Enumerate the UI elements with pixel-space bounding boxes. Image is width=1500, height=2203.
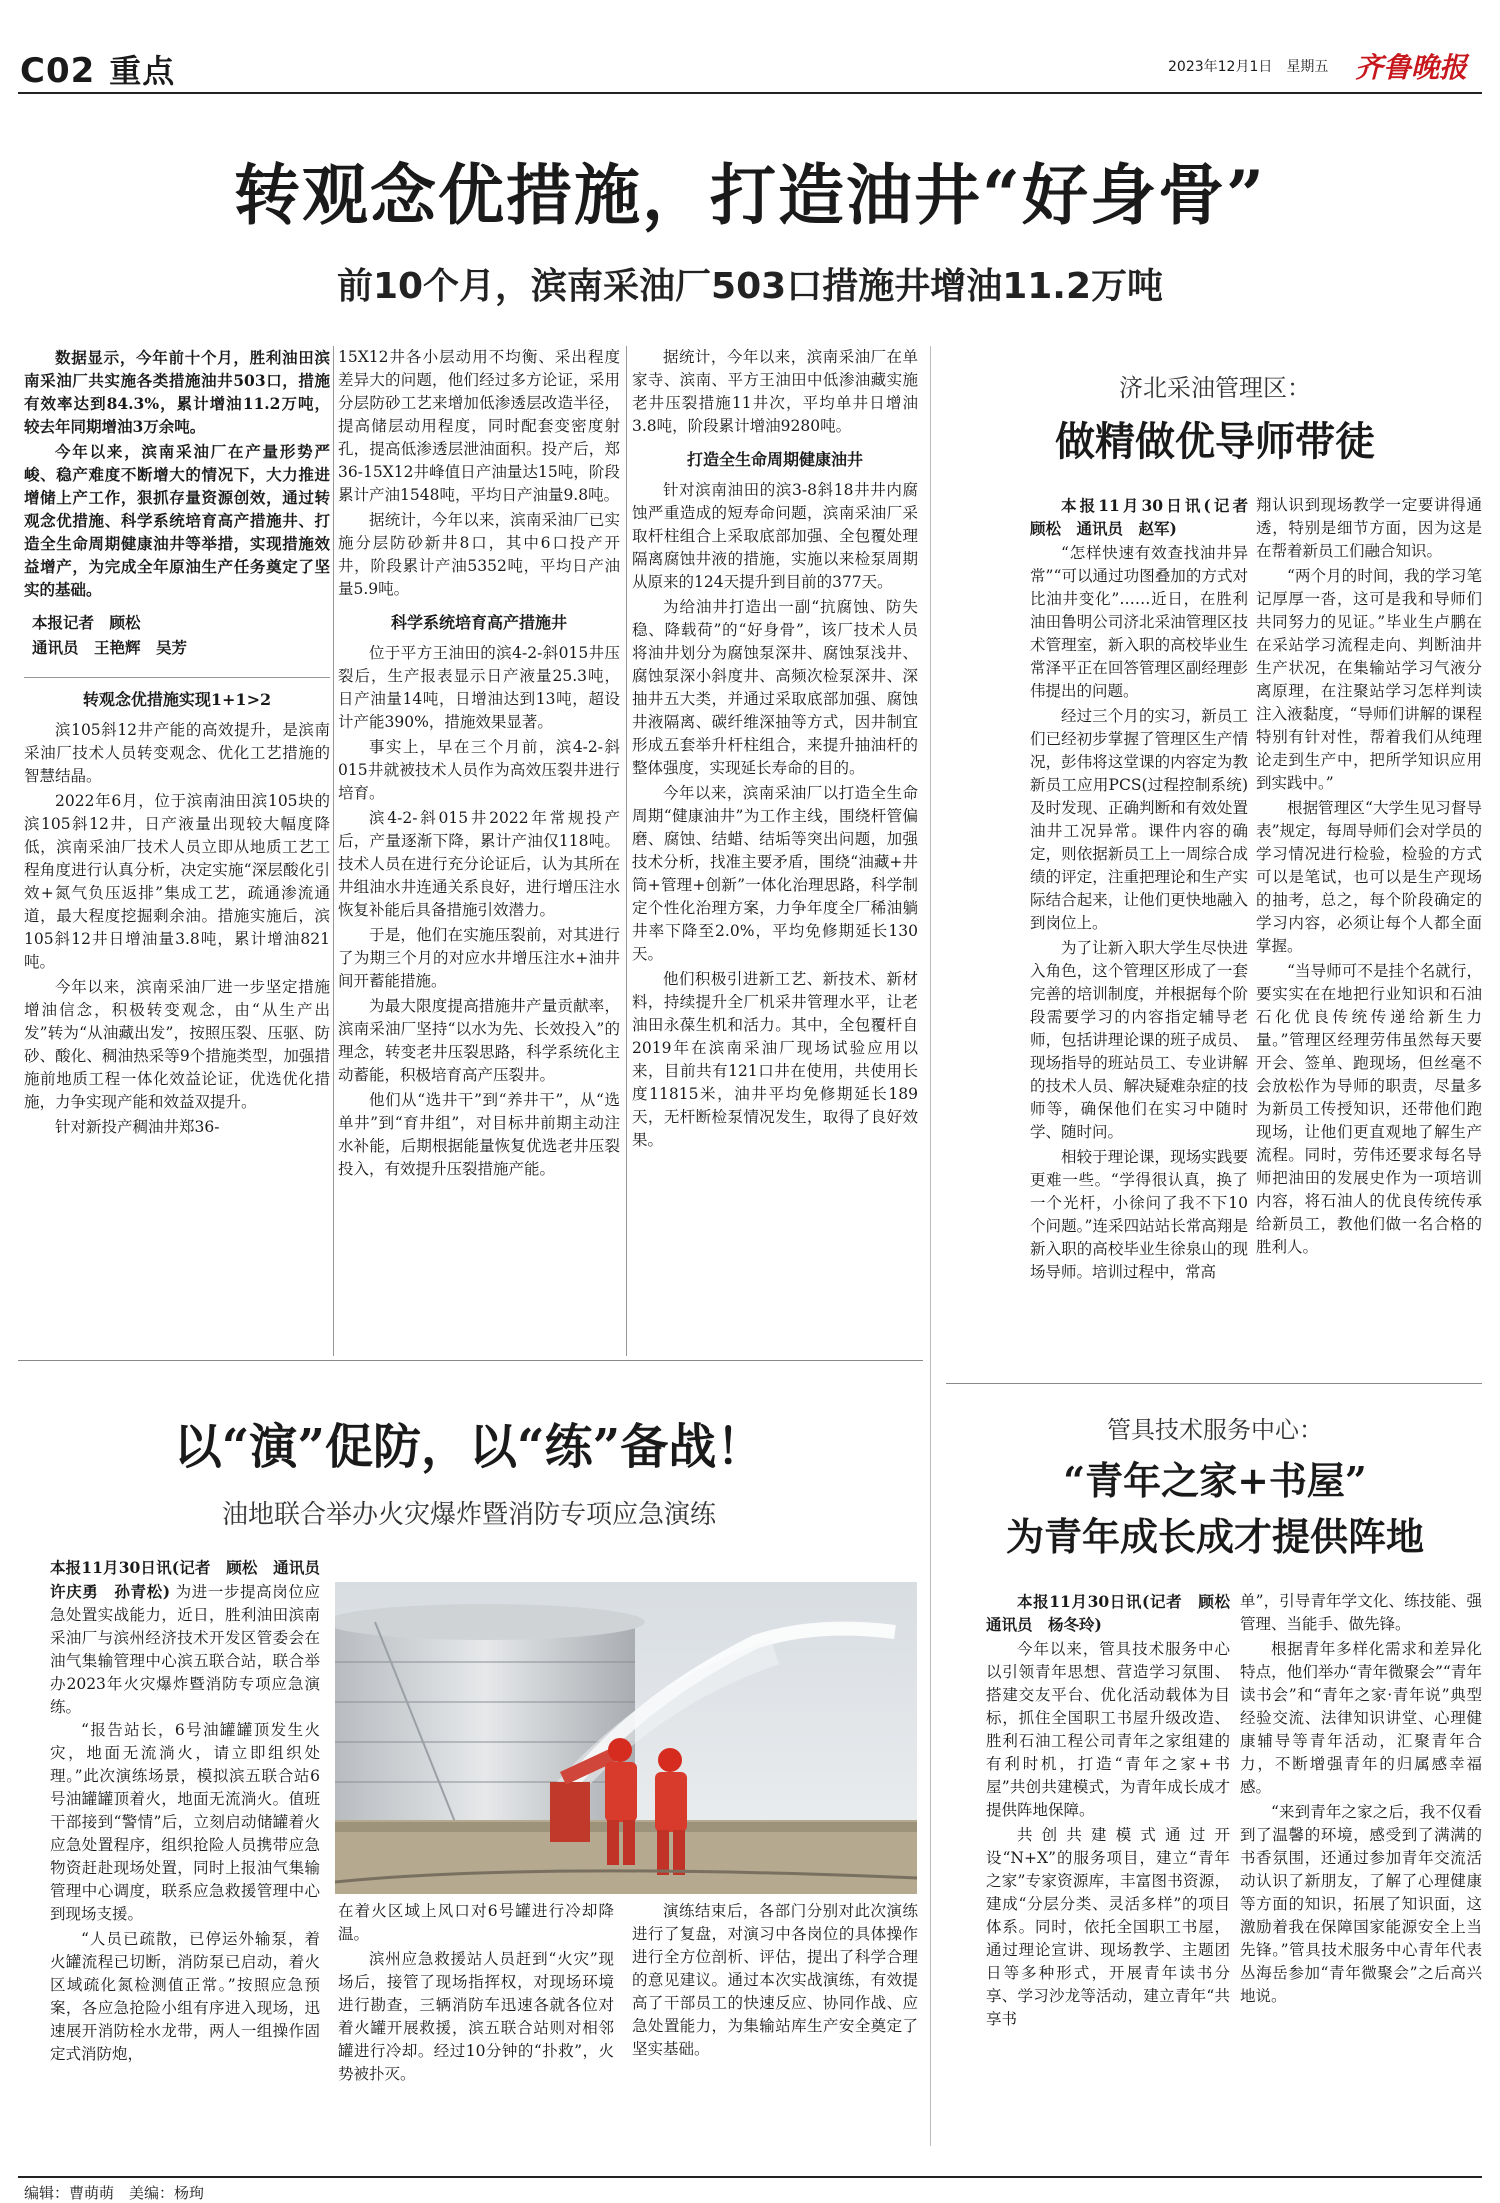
- paragraph: “怎样快速有效查找油井异常”“可以通过功图叠加的方式对比油井变化”……近日，在胜利油田鲁明公司济北采油管理区技术管理室，新入职的高校毕业生常泽平正在回答管理区副经理彭伟提出的问题。: [1030, 544, 1248, 700]
- subhead-2: 科学系统培育高产措施井: [390, 613, 567, 632]
- paper-logo: 齐鲁晚报: [1355, 51, 1468, 84]
- paragraph: 2022年6月，位于滨南油田滨105块的滨105斜12井，日产液量出现较大幅度降低，滨南采油厂技术人员立即从地质工艺工程角度进行认真分析，决定实施“深层酸化引效+氮气负压返排”集成工艺，疏通渗流通道，最大程度挖掘剩余油。措施实施后，滨105斜12井日增油量3.8吨，累计增油821吨。: [24, 792, 330, 971]
- youth-kicker: 管具技术服务中心：: [1107, 1416, 1323, 1444]
- jibei-kicker: 济北采油管理区：: [1119, 374, 1311, 402]
- paragraph: 滨州应急救援站人员赶到“火灾”现场后，接管了现场指挥权，对现场环境进行勘查，三辆消防车迅速各就各位对着火罐开展救援，滨五联合站则对相邻罐进行冷却。经过10分钟的“扑救”，火势被扑灭。: [338, 1950, 614, 2083]
- section-name: 重点: [109, 52, 176, 90]
- paragraph: 为最大限度提高措施井产量贡献率，滨南采油厂坚持“以水为先、长效投入”的理念，转变老井压裂思路，科学系统化主动蓄能，积极培育高产压裂井。: [338, 997, 620, 1084]
- page-number: [20, 46, 175, 92]
- drill-photo: [335, 1582, 917, 1894]
- main-col-1: [24, 346, 330, 1361]
- paragraph: 演练结束后，各部门分别对此次演练进行了复盘，对演习中各岗位的具体操作进行全方位剖析、评估，提出了科学合理的意见建议。通过本次实战演练，有效提高了干部员工的快速反应、协同作战、应急处置能力，为集输站库生产安全奠定了坚实基础。: [632, 1902, 918, 2058]
- right-section-rule: [930, 346, 931, 2146]
- paragraph: 翔认识到现场教学一定要讲得通透，特别是细节方面，因为这是在帮着新员工们融合知识。: [1256, 496, 1482, 560]
- paragraph: 为进一步提高岗位应急处置实战能力，近日，胜利油田滨南采油厂与滨州经济技术开发区管委会在油气集输管理中心滨五联合站，联合举办2023年火灾爆炸暨消防专项应急演练。: [50, 1583, 320, 1716]
- page-no: C02: [20, 51, 96, 91]
- paragraph: 事实上，早在三个月前，滨4-2-斜015井就被技术人员作为高效压裂井进行培育。: [338, 738, 620, 802]
- youth-dateline: 本报11月30日讯(记者 顾松 通讯员 杨冬玲): [986, 1592, 1230, 1634]
- paragraph: 单”，引导青年学文化、练技能、强管理、当能手、做先锋。: [1240, 1592, 1482, 1633]
- paragraph: 今年以来，滨南采油厂进一步坚定措施增油信念，积极转变观念，由“从生产出发”转为“从油藏出发”，按照压裂、压驱、防砂、酸化、稠油热采等9个措施类型，加强措施前地质工程一体化效益论证，优选优化措施，力争实现产能和效益双提升。: [24, 978, 330, 1111]
- youth-title-line1: “青年之家+书屋”: [1063, 1458, 1367, 1503]
- paragraph: 今年以来，滨南采油厂以打造全生命周期“健康油井”为工作主线，围绕杆管偏磨、腐蚀、结蜡、结垢等突出问题，加强技术分析，找准主要矛盾，围绕“油藏+井筒+管理+创新”一体化治理思路，科学制定个性化治理方案，力争年度全厂稀油躺井率下降至2.0%，平均免修期延长130天。: [632, 784, 918, 963]
- paragraph: 据统计，今年以来，滨南采油厂在单家寺、滨南、平方王油田中低渗油藏实施老井压裂措施11井次，平均单井日增油3.8吨，阶段累计增油9280吨。: [632, 348, 918, 435]
- paragraph: “两个月的时间，我的学习笔记厚厚一沓，这可是我和导师们共同努力的见证。”毕业生卢鹏在在采站学习流程走向、判断油井生产状况，在集输站学习气液分离原理，在注聚站学习怎样判读注入液黏度，“导师们讲解的课程特别有针对性，帮着我们从纯理论走到生产中，把所学知识应用到实践中。”: [1256, 567, 1482, 792]
- paragraph: 为给油井打造出一副“抗腐蚀、防失稳、降载荷”的“好身骨”，该厂技术人员将油井划分为腐蚀泵深井、腐蚀泵浅井、腐蚀泵深小斜度井、高频次检泵深井、深抽井五大类，并通过采取底部加强、腐蚀井液隔离、碳纤维深抽等方式，因井制宜形成五套举升杆柱组合，来提升抽油杆的整体强度，实现延长寿命的目的。: [632, 598, 918, 777]
- main-subtitle: 前10个月，滨南采油厂503口措施井增油11.2万吨: [336, 266, 1164, 307]
- paragraph: 今年以来，管具技术服务中心以引领青年思想、营造学习氛围、搭建交友平台、优化活动载体为目标，抓住全国职工书屋升级改造、胜利石油工程公司青年之家组建的有利时机，打造“青年之家+书屋”共创共建模式，为青年成长成才提供阵地保障。: [986, 1640, 1230, 1819]
- main-col-2: [338, 346, 620, 1361]
- paragraph: 他们积极引进新工艺、新技术、新材料，持续提升全厂机采井管理水平，让老油田永葆生机和活力。其中，全包覆杆自2019年在滨南采油厂现场试验应用以来，目前共有121口井在使用，共使用长度11815米，油井平均免修期延长189天，无杆断检泵情况发生，取得了良好效果。: [632, 970, 918, 1149]
- footer-rule: [18, 2176, 1482, 2178]
- youth-col-2: [1240, 1590, 1482, 2176]
- youth-col-1: [986, 1590, 1230, 2176]
- column-rule: [333, 346, 334, 1356]
- drill-col-1: [50, 1556, 320, 2176]
- byline-correspondent: 通讯员 王艳辉 吴芳: [32, 638, 188, 657]
- paragraph: 为了让新入职大学生尽快进入角色，这个管理区形成了一套完善的培训制度，并根据每个阶段需要学习的内容指定辅导老师，包括讲理论课的班子成员、现场指导的班站员工、专业讲解的技术人员、解决疑难杂症的技师等，确保他们在实习中随时学、随时问。: [1030, 939, 1248, 1141]
- jibei-col-2: [1256, 494, 1482, 1366]
- paragraph: 他们从“选井干”到“养井干”，从“选单井”到“育井组”，对目标井前期主动注水补能，后期根据能量恢复优选老井压裂投入，有效提升压裂措施产能。: [338, 1091, 620, 1178]
- paragraph: “来到青年之家之后，我不仅看到了温馨的环境，感受到了满满的书香氛围，还通过参加青年交流活动认识了新朋友，了解了心理健康等方面的知识，拓展了知识面，这激励着我在保障国家能源安全上当先锋。”管具技术服务中心青年代表丛海岳参加“青年微聚会”之后高兴地说。: [1240, 1803, 1482, 2005]
- youth-title-line2: 为青年成长成才提供阵地: [1005, 1514, 1424, 1559]
- lead-paragraph-2: 今年以来，滨南采油厂在产量形势严峻、稳产难度不断增大的情况下，大力推进增储上产工作，狠抓存量资源创效，通过转观念优措施、科学系统培育高产措施井、打造全生命周期健康油井等举措，实现措施效益增产，为完成全年原油生产任务奠定了坚实的基础。: [24, 442, 330, 599]
- lead-paragraph-1: 数据显示，今年前十个月，胜利油田滨南采油厂共实施各类措施油井503口，措施有效率达到84.3%，累计增油11.2万吨，较去年同期增油3万余吨。: [24, 348, 330, 436]
- issue-date: 2023年12月1日 星期五: [1168, 59, 1329, 75]
- subhead-1: 转观念优措施实现1+1>2: [82, 690, 272, 709]
- paragraph: 在着火区域上风口对6号罐进行冷却降温。: [338, 1902, 614, 1943]
- header-rule: [18, 92, 1482, 94]
- drill-title: 以“演”促防，以“练”备战！: [173, 1419, 765, 1475]
- drill-dateline: 本报11月30日讯(记者 顾松 通讯员 许庆勇 孙青松): [50, 1558, 320, 1601]
- paragraph: “报告站长，6号油罐罐顶发生火灾，地面无流淌火，请立即组织处理。”此次演练场景，模拟滨五联合站6号油罐罐顶着火，地面无流淌火。值班干部接到“警情”后，立刻启动储罐着火应急处置程序，组织抢险人员携带应急物资赶赴现场处置，同时上报油气集输管理中心调度，联系应急救援管理中心到现场支援。: [50, 1721, 320, 1923]
- drill-col-3: [632, 1900, 918, 2176]
- editor-credit: 编辑：曹萌萌 美编：杨珣: [24, 2184, 205, 2202]
- paragraph: 15X12井各小层动用不均衡、采出程度差异大的问题，他们经过多方论证，采用分层防砂工艺来增加低渗透层改造半径，提高储层动用程度，同时配套变密度射孔，提高低渗透层泄油面积。投产后，郑36-15X12井峰值日产油量达15吨，阶段累计产油1548吨，平均日产油量9.8吨。: [338, 348, 620, 504]
- paragraph: 位于平方王油田的滨4-2-斜015井压裂后，生产报表显示日产液量25.3吨，日产油量14吨，日增油达到13吨，超设计产能390%，措施效果显著。: [338, 644, 620, 731]
- youth-divider: [946, 1383, 1482, 1384]
- paragraph: 据统计，今年以来，滨南采油厂已实施分层防砂新井8口，其中6口投产开井，阶段累计产油5352吨，平均日产油量5.9吨。: [338, 511, 620, 598]
- paragraph: 于是，他们在实施压裂前，对其进行了为期三个月的对应水井增压注水+油井间开蓄能措施。: [338, 926, 620, 990]
- jibei-title: 做精做优导师带徒: [1055, 418, 1375, 465]
- paragraph: “人员已疏散，已停运外输泵，着火罐流程已切断，消防泵已启动，着火区域疏化氮检测值正常。”按照应急预案，各应急抢险小组有序进入现场，迅速展开消防栓水龙带，两人一组操作固定式消防炮，: [50, 1930, 320, 2063]
- column-rule: [626, 346, 627, 1356]
- paragraph: 滨4-2-斜015井2022年常规投产后，产量逐渐下降，累计产油仅118吨。技术人员在进行充分论证后，认为其所在井组油水井连通关系良好，进行增压注水恢复补能后具备措施引效潜力。: [338, 809, 620, 919]
- subhead-3: 打造全生命周期健康油井: [686, 450, 863, 469]
- paragraph: 针对滨南油田的滨3-8斜18井井内腐蚀严重造成的短寿命问题，滨南采油厂采取杆柱组合上采取底部加强、全包覆处理隔离腐蚀井液的措施，实施以来检泵周期从原来的124天提升到目前的377天。: [632, 481, 918, 591]
- divider: [24, 677, 330, 678]
- main-col-3: [632, 346, 918, 1361]
- paragraph: 相较于理论课，现场实践要更难一些。“学得很认真，换了一个光杆，小徐问了我不下10个问题。”连采四站站长常高翔是新入职的高校毕业生徐泉山的现场导师。培训过程中，常高: [1030, 1148, 1248, 1281]
- paragraph: 根据管理区“大学生见习督导表”规定，每周导师们会对学员的学习情况进行检验，检验的方式可以是笔试，也可以是生产现场的抽考，总之，每个阶段确定的学习内容，必须让每个人都全面掌握。: [1256, 799, 1482, 955]
- byline-reporter: 本报记者 顾松: [32, 613, 141, 632]
- paragraph: 共创共建模式通过开设“N+X”的服务项目，建立“青年之家”专家资源库，丰富图书资源，建成“分层分类、灵活多样”的项目体系。同时，依托全国职工书屋，通过理论宣讲、现场教学、主题团日等多种形式，开展青年读书分享、学习沙龙等活动，建立青年“共享书: [986, 1826, 1230, 2028]
- paragraph: 针对新投产稠油井郑36-: [55, 1118, 220, 1136]
- drill-col-2: [338, 1900, 614, 2176]
- paragraph: 经过三个月的实习，新员工们已经初步掌握了管理区生产情况，彭伟将这堂课的内容定为教新员工应用PCS(过程控制系统)及时发现、正确判断和有效处置油井工况异常。课件内容的确定，则依据新员工上一周综合成绩的评定，注重把理论和生产实际结合起来，让他们更快地融入到岗位上。: [1030, 707, 1248, 932]
- paragraph: 根据青年多样化需求和差异化特点，他们举办“青年微聚会”“青年读书会”和“青年之家·青年说”典型经验交流、法律知识讲堂、心理健康辅导等青年活动，汇聚青年合力，不断增强青年的归属感幸福感。: [1240, 1640, 1482, 1796]
- paragraph: 滨105斜12井产能的高效提升，是滨南采油厂技术人员转变观念、优化工艺措施的智慧结晶。: [24, 721, 330, 785]
- drill-subtitle: 油地联合举办火灾爆炸暨消防专项应急演练: [221, 1500, 716, 1530]
- jibei-col-1: [1030, 494, 1248, 1366]
- paragraph: “当导师可不是挂个名就行，要实实在在地把行业知识和石油石化优良传统传递给新生力量。”管理区经理劳伟虽然每天要开会、签单、跑现场，但丝毫不会放松作为导师的职责，尽量多为新员工传授知识，还带他们跑现场，让他们更直观地了解生产流程。同时，劳伟还要求每名导师把油田的发展史作为一项培训内容，将石油人的优良传统传承给新员工，教他们做一名合格的胜利人。: [1256, 962, 1482, 1256]
- section-divider: [18, 1360, 923, 1361]
- fire-drill-illustration: [335, 1582, 917, 1894]
- main-title: 转观念优措施，打造油井“好身骨”: [234, 156, 1266, 234]
- jibei-dateline: 本报11月30日讯(记者 顾松 通讯员 赵军): [1030, 496, 1248, 538]
